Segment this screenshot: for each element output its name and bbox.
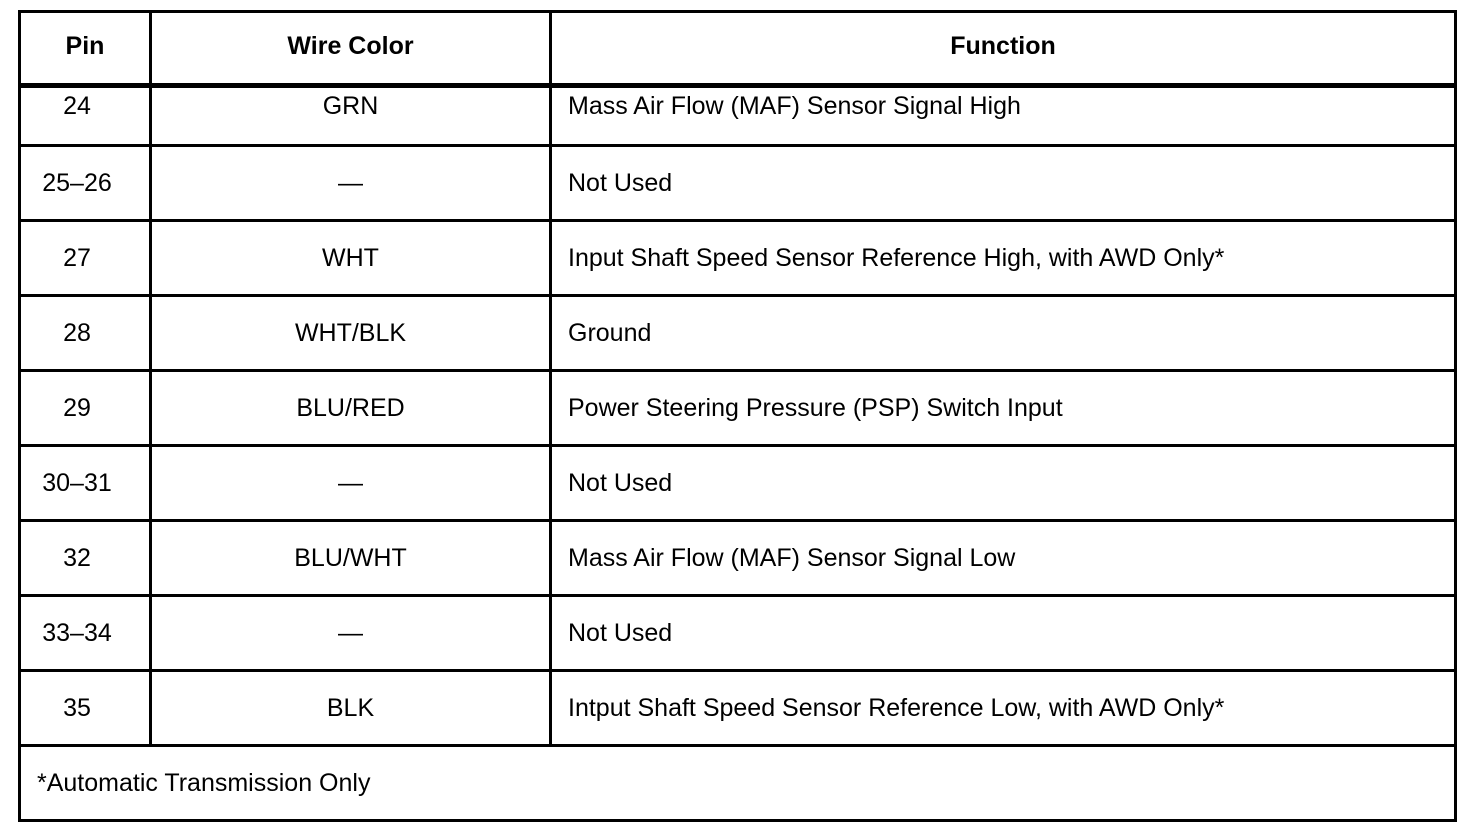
wire-color-cell: —	[151, 146, 551, 221]
function-cell: Power Steering Pressure (PSP) Switch Input	[551, 371, 1456, 446]
pin-cell: 29	[20, 371, 151, 446]
function-cell: Not Used	[551, 146, 1456, 221]
table-row	[20, 146, 1456, 221]
wire-color-cell: GRN	[151, 86, 551, 146]
wire-color-cell: —	[151, 596, 551, 671]
header-wire-color: Wire Color	[151, 12, 551, 86]
pin-cell: 24	[20, 86, 151, 146]
function-cell: Intput Shaft Speed Sensor Reference Low, with AWD Only*	[551, 671, 1456, 746]
footnote-row	[20, 746, 1456, 821]
table-row	[20, 296, 1456, 371]
connector-pinout-table	[18, 10, 1457, 822]
pin-cell: 32	[20, 521, 151, 596]
header-pin: Pin	[20, 12, 151, 86]
wire-color-cell: BLU/WHT	[151, 521, 551, 596]
function-cell: Ground	[551, 296, 1456, 371]
function-cell: Not Used	[551, 446, 1456, 521]
table-row	[20, 521, 1456, 596]
table-body	[20, 86, 1456, 821]
function-cell: Not Used	[551, 596, 1456, 671]
table-row	[20, 671, 1456, 746]
wire-color-cell: BLU/RED	[151, 371, 551, 446]
function-cell: Input Shaft Speed Sensor Reference High, with AWD Only*	[551, 221, 1456, 296]
pin-cell: 33–34	[20, 596, 151, 671]
pin-cell: 28	[20, 296, 151, 371]
pin-cell: 27	[20, 221, 151, 296]
table-row	[20, 596, 1456, 671]
pin-cell: 30–31	[20, 446, 151, 521]
table-row	[20, 371, 1456, 446]
table-row	[20, 446, 1456, 521]
function-cell: Mass Air Flow (MAF) Sensor Signal Low	[551, 521, 1456, 596]
wire-color-cell: —	[151, 446, 551, 521]
function-cell: Mass Air Flow (MAF) Sensor Signal High	[551, 86, 1456, 146]
table-row	[20, 86, 1456, 146]
table-row	[20, 221, 1456, 296]
wire-color-cell: WHT	[151, 221, 551, 296]
pin-cell: 35	[20, 671, 151, 746]
footnote: *Automatic Transmission Only	[20, 746, 1456, 821]
table-header	[20, 12, 1456, 86]
header-function: Function	[551, 12, 1456, 86]
wire-color-cell: BLK	[151, 671, 551, 746]
header-row	[20, 12, 1456, 86]
pin-cell: 25–26	[20, 146, 151, 221]
wire-color-cell: WHT/BLK	[151, 296, 551, 371]
